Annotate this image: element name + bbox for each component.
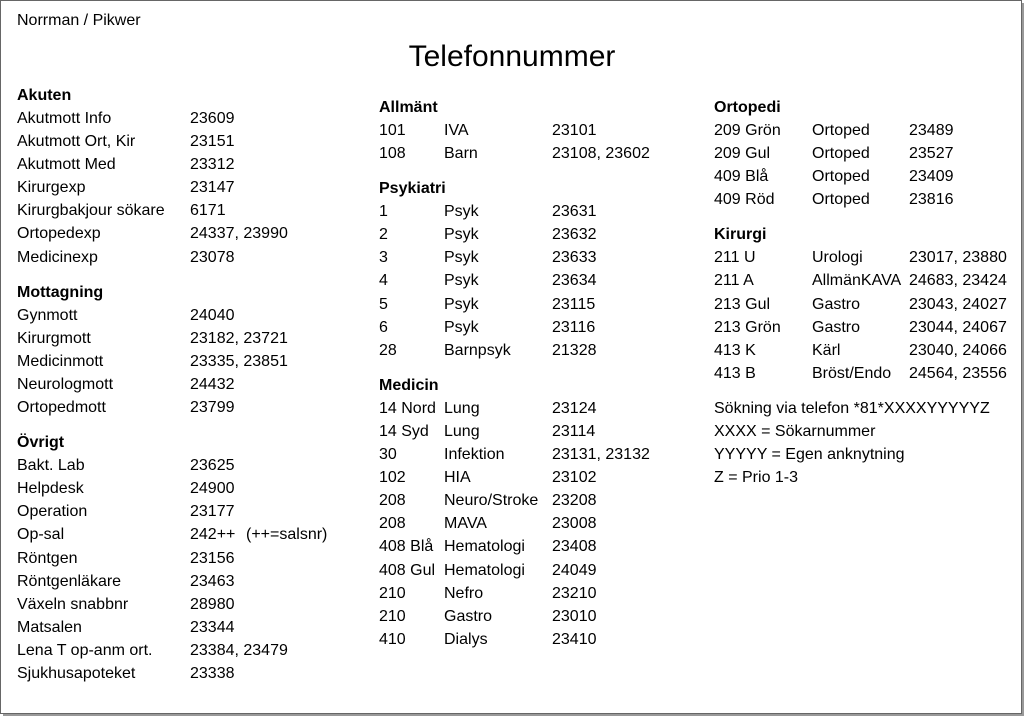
entry-number: 24432 [190, 375, 235, 393]
entry-number: 6171 [190, 202, 226, 220]
entry-name: Röntgen [17, 549, 78, 567]
list-item [379, 512, 597, 535]
entry-number: 23182, 23721 [190, 329, 288, 347]
list-item [17, 107, 235, 130]
ward-unit: Kärl [812, 341, 841, 359]
list-item [379, 443, 650, 466]
entry-number: 23625 [190, 457, 235, 475]
entry-name: Bakt. Lab [17, 457, 85, 475]
entry-number: 23008 [552, 515, 597, 533]
ward-unit: Neuro/Stroke [444, 492, 539, 510]
list-item [379, 246, 597, 269]
ward-number: 1 [379, 203, 388, 221]
list-item [714, 142, 990, 165]
list-item [17, 396, 235, 419]
entry-number: 24564, 23556 [909, 364, 1007, 382]
ward-unit: Dialys [444, 630, 488, 648]
ward-number: 101 [379, 122, 406, 139]
list-item [379, 316, 596, 339]
entry-number: 23408 [552, 538, 597, 556]
list-item [17, 373, 235, 396]
ward-number: 210 [379, 584, 406, 602]
section-title-akuten: Akuten [17, 87, 72, 104]
ward-unit: Barn [444, 145, 478, 163]
ward-unit: Psyk [444, 226, 479, 244]
list-item [17, 477, 235, 500]
ward-number: 208 [379, 515, 406, 533]
section-title-ortopedi: Ortopedi [714, 99, 781, 116]
entry-number: 23409 [909, 168, 954, 186]
list-item [379, 466, 597, 489]
list-item [17, 350, 288, 373]
entry-name: Operation [17, 503, 88, 521]
ward-unit: Psyk [444, 295, 479, 313]
entry-number: 23017, 23880 [909, 249, 1007, 267]
list-item [17, 662, 235, 685]
ward-number: 210 [379, 607, 406, 625]
ward-unit: Bröst/Endo [812, 364, 892, 382]
ward-number: 211 A [714, 272, 754, 290]
list-item [714, 188, 990, 211]
list-item [379, 142, 650, 165]
entry-number: 23114 [552, 422, 596, 440]
ward-unit: Ortoped [812, 145, 870, 163]
list-item [17, 153, 235, 176]
ward-number: 5 [379, 295, 388, 313]
section-title-medicin: Medicin [379, 376, 439, 394]
entry-number: 23115 [552, 295, 596, 313]
entry-number: 23344 [190, 618, 235, 636]
entry-number: 23040, 24066 [909, 341, 1007, 359]
ward-unit: Psyk [444, 318, 479, 336]
entry-number: 23210 [552, 584, 597, 602]
ward-unit: Urologi [812, 249, 863, 267]
list-item [17, 500, 235, 523]
section-title-mottagning: Mottagning [17, 283, 104, 301]
info-line: Z = Prio 1-3 [714, 469, 799, 487]
list-item [17, 176, 235, 199]
ward-unit: AllmänKAVA [812, 272, 902, 290]
entry-name: Röntgenläkare [17, 572, 122, 590]
list-item [714, 339, 1007, 362]
list-item [17, 454, 235, 477]
entry-number: 23147 [190, 179, 235, 197]
entry-number: 24049 [552, 561, 597, 579]
ward-number: 408 Blå [379, 538, 434, 556]
ward-number: 211 U [714, 249, 756, 267]
ward-number: 409 Röd [714, 191, 775, 209]
column-surgery [714, 96, 1007, 489]
ward-number: 30 [379, 446, 397, 464]
entry-number: 23632 [552, 226, 597, 244]
list-item [714, 362, 1007, 385]
entry-name: Akutmott Med [17, 156, 116, 174]
info-line: Sökning via telefon *81*XXXXYYYYYZ [714, 399, 990, 417]
list-item [714, 269, 1007, 292]
ward-unit: Ortoped [812, 191, 870, 209]
entry-number: 23631 [552, 203, 597, 221]
entry-number: 23527 [909, 145, 954, 163]
entry-name: Medicinexp [17, 248, 98, 266]
entry-number: 24900 [190, 480, 235, 498]
entry-number: 23609 [190, 110, 235, 127]
list-item [379, 397, 597, 420]
entry-number: 24683, 23424 [909, 272, 1007, 290]
column-general [17, 84, 328, 685]
entry-name: Sjukhusapoteket [17, 664, 136, 682]
ward-unit: Nefro [444, 584, 484, 602]
entry-number: 23043, 24027 [909, 295, 1007, 313]
entry-number: 23335, 23851 [190, 352, 288, 370]
entry-number: 23410 [552, 630, 597, 648]
list-item [17, 199, 226, 222]
entry-name: Växeln snabbnr [17, 595, 129, 613]
entry-name: Kirurgbakjour sökare [17, 202, 165, 220]
section-title-psykiatri: Psykiatri [379, 180, 446, 198]
entry-note: (++=salsnr) [246, 526, 328, 544]
entry-name: Lena T op-anm ort. [17, 641, 153, 659]
ward-number: 14 Syd [379, 422, 429, 440]
ward-number: 410 [379, 630, 406, 648]
list-item [714, 316, 1007, 339]
ward-number: 102 [379, 469, 406, 487]
list-item [379, 489, 597, 512]
entry-number: 23101 [552, 122, 597, 139]
list-item [379, 420, 596, 443]
list-item [17, 639, 288, 662]
ward-unit: Psyk [444, 272, 479, 290]
entry-number: 23463 [190, 572, 235, 590]
entry-number: 242++ [190, 526, 236, 544]
ward-number: 28 [379, 341, 397, 359]
list-item [714, 119, 990, 142]
list-item [714, 246, 1007, 269]
list-item [17, 222, 288, 245]
entry-number: 23116 [552, 318, 596, 336]
list-item [379, 119, 597, 142]
entry-name: Op-sal [17, 526, 65, 544]
ward-unit: IVA [444, 122, 469, 139]
ward-number: 408 Gul [379, 561, 436, 579]
ward-unit: Hematologi [444, 561, 525, 579]
entry-number: 28980 [190, 595, 235, 613]
column-wards-medicine [379, 96, 650, 651]
entry-number: 23633 [552, 249, 597, 267]
entry-number: 23816 [909, 191, 954, 209]
entry-name: Gynmott [17, 306, 78, 324]
list-item [17, 616, 235, 639]
list-item [17, 304, 235, 327]
ward-unit: Psyk [444, 249, 479, 267]
list-item [17, 327, 288, 350]
entry-name: Kirurgmott [17, 329, 91, 347]
list-item [379, 582, 597, 605]
list-item [714, 293, 1007, 316]
page-title: Telefonnummer [408, 40, 616, 73]
ward-unit: HIA [444, 469, 471, 487]
entry-name: Ortopedexp [17, 225, 101, 243]
ward-number: 4 [379, 272, 388, 290]
list-item [379, 200, 597, 223]
entry-name: Medicinmott [17, 352, 104, 370]
ward-number: 3 [379, 249, 388, 267]
list-item [379, 535, 597, 558]
ward-unit: Lung [444, 422, 480, 440]
ward-number: 108 [379, 145, 406, 163]
list-item [379, 223, 597, 246]
ward-number: 413 K [714, 341, 756, 359]
entry-number: 23102 [552, 469, 597, 487]
entry-number: 24337, 23990 [190, 225, 288, 243]
entry-number: 23177 [190, 503, 235, 521]
entry-number: 23124 [552, 399, 597, 417]
ward-number: 14 Nord [379, 399, 436, 417]
entry-number: 23312 [190, 156, 235, 174]
entry-number: 24040 [190, 306, 235, 324]
entry-name: Matsalen [17, 618, 82, 636]
ward-number: 413 B [714, 364, 756, 382]
ward-unit: Ortoped [812, 168, 870, 186]
ward-number: 6 [379, 318, 388, 336]
entry-number: 23131, 23132 [552, 446, 650, 464]
entry-number: 23156 [190, 549, 235, 567]
pager-instructions [714, 397, 990, 489]
ward-number: 209 Gul [714, 145, 771, 163]
entry-number: 23010 [552, 607, 597, 625]
info-line: XXXX = Sökarnummer [714, 423, 876, 441]
author-line: Norrman / Pikwer [17, 12, 141, 29]
ward-unit: Gastro [812, 318, 861, 336]
entry-number: 23078 [190, 248, 235, 266]
entry-name: Helpdesk [17, 480, 84, 498]
entry-name: Neurologmott [17, 375, 114, 393]
list-item [17, 130, 235, 153]
list-item [17, 523, 328, 546]
entry-number: 23384, 23479 [190, 641, 288, 659]
list-item [17, 547, 235, 570]
entry-number: 21328 [552, 341, 597, 359]
ward-unit: Gastro [444, 607, 493, 625]
ward-unit: Infektion [444, 446, 505, 464]
entry-number: 23044, 24067 [909, 318, 1007, 336]
entry-number: 23108, 23602 [552, 145, 650, 163]
ward-unit: Barnpsyk [444, 341, 511, 359]
list-item [379, 339, 597, 362]
ward-unit: MAVA [444, 515, 487, 533]
ward-number: 209 Grön [714, 122, 781, 139]
ward-unit: Psyk [444, 203, 479, 221]
entry-name: Ortopedmott [17, 399, 106, 417]
ward-number: 2 [379, 226, 388, 244]
list-item [379, 559, 597, 582]
section-title-kirurgi: Kirurgi [714, 226, 767, 244]
ward-number: 409 Blå [714, 168, 769, 186]
section-title-ovrigt: Övrigt [17, 434, 65, 452]
entry-name: Akutmott Info [17, 110, 112, 127]
list-item [379, 628, 597, 651]
ward-number: 213 Gul [714, 295, 771, 313]
list-item [17, 593, 235, 616]
entry-name: Kirurgexp [17, 179, 86, 197]
entry-number: 23489 [909, 122, 954, 139]
info-line: YYYYY = Egen anknytning [714, 446, 905, 464]
ward-number: 213 Grön [714, 318, 781, 336]
entry-name: Akutmott Ort, Kir [17, 133, 136, 151]
list-item [379, 269, 597, 292]
ward-unit: Lung [444, 399, 480, 417]
ward-unit: Hematologi [444, 538, 525, 556]
list-item [714, 165, 990, 188]
ward-unit: Gastro [812, 295, 861, 313]
entry-number: 23634 [552, 272, 597, 290]
list-item [379, 605, 597, 628]
entry-number: 23151 [190, 133, 235, 151]
entry-number: 23208 [552, 492, 597, 510]
list-item [17, 246, 235, 269]
entry-number: 23799 [190, 399, 235, 417]
section-title-allmant: Allmänt [379, 99, 438, 116]
list-item [17, 570, 235, 593]
entry-number: 23338 [190, 664, 235, 682]
list-item [379, 293, 596, 316]
ward-number: 208 [379, 492, 406, 510]
ward-unit: Ortoped [812, 122, 870, 139]
